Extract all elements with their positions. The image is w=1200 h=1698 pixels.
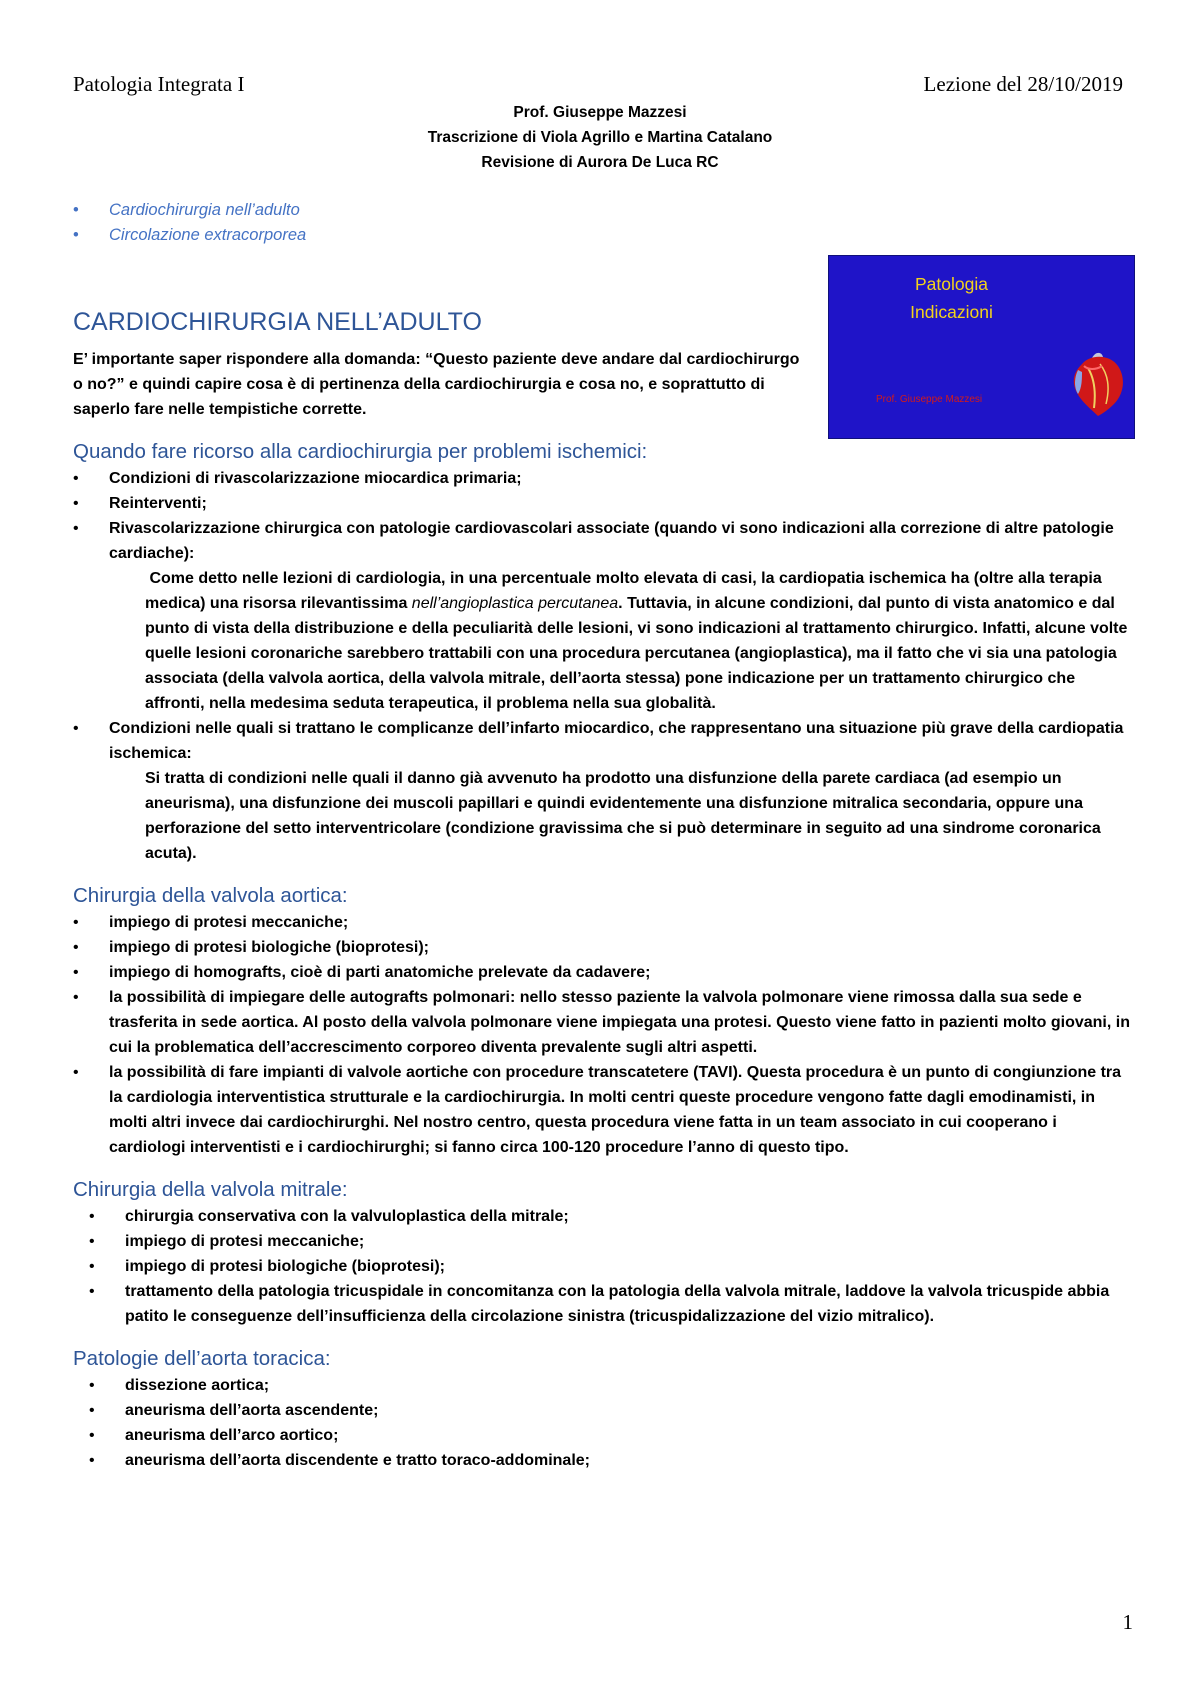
list-aortic-valve [73, 910, 1133, 1160]
list-item: • chirurgia conservativa con la valvuloplastica della mitrale; [73, 1204, 1133, 1229]
section-title: CARDIOCHIRURGIA NELL’ADULTO [73, 308, 482, 336]
heading-mitral-valve: Chirurgia della valvola mitrale: [73, 1178, 348, 1201]
slide-title-line: Patologia [915, 274, 988, 294]
slide-title-line: Indicazioni [910, 302, 993, 322]
toc-item: • Cardiochirurgia nell’adulto [73, 198, 306, 223]
heading-aortic-valve: Chirurgia della valvola aortica: [73, 884, 348, 907]
header-course: Patologia Integrata I [73, 72, 245, 96]
list-item: • dissezione aortica; [73, 1373, 1133, 1398]
list-item: • impiego di homografts, cioè di parti anatomiche prelevate da cadavere; [73, 960, 1133, 985]
detail-emphasis: nell’angioplastica percutanea [411, 595, 619, 612]
credits-revision: Revisione di Aurora De Luca RC [481, 154, 719, 171]
list-item: • trattamento della patologia tricuspidale in concomitanza con la patologia della valvola mitrale, laddove la valvola tricuspide abbia patito le conseguenze dell’insufficienza della circolazione sinistra (tricuspidalizzazione del vizio mitralico). [73, 1279, 1133, 1329]
toc-item: • Circolazione extracorporea [73, 223, 306, 248]
intro-paragraph: E’ importante saper rispondere alla domanda: “Questo paziente deve andare dal cardiochirurgo o no?” e quindi capire cosa è di pertinenza della cardiochirurgia e cosa no, e soprattutto di saperlo fare nelle tempistiche corrette. [73, 351, 800, 418]
list-item-text: Condizioni nelle quali si trattano le complicanze dell’infarto miocardico, che rappresentano una situazione più grave della cardiopatia ischemica: [109, 720, 1124, 762]
list-item-text: Rivascolarizzazione chirurgica con patologie cardiovascolari associate (quando vi sono indicazioni alla correzione di altre patologie cardiache): [109, 520, 1114, 562]
list-item: • aneurisma dell’aorta ascendente; [73, 1398, 1133, 1423]
list-item [73, 716, 1133, 866]
list-thoracic-aorta [73, 1373, 1133, 1473]
list-item: • impiego di protesi biologiche (bioprotesi); [73, 1254, 1133, 1279]
page-number: 1 [1122, 1610, 1133, 1634]
detail-text: . Tuttavia, in alcune condizioni, dal punto di vista anatomico e dal punto di vista della distribuzione e della peculiarità delle lesioni, vi sono indicazioni al trattamento chirurgico. Infatti, alcune volte quelle lesioni coronariche sarebbero trattabili con una procedura percutanea (angioplastica), ma il fatto che vi sia una patologia associata (della valvola aortica, della valvola mitrale, dell’aorta stessa) pone indicazione per un trattamento chirurgico che affronti, nella medesima seduta terapeutica, il problema nella sua globalità. [145, 595, 1128, 712]
list-item: • impiego di protesi biologiche (bioprotesi); [73, 935, 1133, 960]
credits-professor: Prof. Giuseppe Mazzesi [513, 104, 687, 121]
list-mitral-valve [73, 1204, 1133, 1329]
list-item: • impiego di protesi meccaniche; [73, 910, 1133, 935]
document-body [73, 308, 1133, 1473]
list-item [73, 516, 1133, 716]
list-item: • Reinterventi; [73, 491, 1133, 516]
list-item: • la possibilità di impiegare delle autografts polmonari: nello stesso paziente la valvola polmonare viene rimossa dalla sua sede e trasferita in sede aortica. Al posto della valvola polmonare viene impiegata una protesi. Questo viene fatto in pazienti molto giovani, in cui la problematica dell’accrescimento corporeo diventa prevalente sugli altri aspetti. [73, 985, 1133, 1060]
credits [0, 100, 1200, 175]
heading-thoracic-aorta: Patologie dell’aorta toracica: [73, 1347, 331, 1370]
table-of-contents [73, 198, 306, 248]
list-item: • aneurisma dell’aorta discendente e tratto toraco-addominale; [73, 1448, 1133, 1473]
list-item: • Condizioni di rivascolarizzazione miocardica primaria; [73, 466, 1133, 491]
list-item: • la possibilità di fare impianti di valvole aortiche con procedure transcatetere (TAVI). Questa procedura è un punto di congiunzione tra la cardiologia interventistica strutturale e la cardiochirurgia. In molti centri queste procedure vengono fatte dagli emodinamisti, in molti altri invece dai cardiochirurghi. Nel nostro centro, questa procedura viene fatta in un team associato in cui cooperano i cardiologi interventisti e i cardiochirurghi; si fanno circa 100-120 procedure l’anno di questo tipo. [73, 1060, 1133, 1160]
detail-paragraph: Si tratta di condizioni nelle quali il danno già avvenuto ha prodotto una disfunzione della parete cardiaca (ad esempio un aneurisma), una disfunzione dei muscoli papillari e quindi evidentemente una disfunzione mitralica secondaria, oppure una perforazione del setto interventricolare (condizione gravissima che si può determinare in seguito ad una sindrome coronarica acuta). [145, 770, 1101, 862]
detail-paragraph [109, 566, 1133, 716]
credits-transcription: Trascrizione di Viola Agrillo e Martina Catalano [427, 129, 773, 146]
detail-text: Come detto nelle lezioni di cardiologia, in una percentuale molto elevata di casi, la cardiopatia ischemica ha (oltre alla terapia medica) una risorsa rilevantissima [145, 570, 1102, 612]
header-lesson-date: Lezione del 28/10/2019 [923, 72, 1123, 96]
slide-author: Prof. Giuseppe Mazzesi [876, 394, 983, 405]
list-item: • impiego di protesi meccaniche; [73, 1229, 1133, 1254]
list-ischemic [73, 466, 1133, 866]
heading-ischemic: Quando fare ricorso alla cardiochirurgia per problemi ischemici: [73, 440, 648, 463]
list-item: • aneurisma dell’arco aortico; [73, 1423, 1133, 1448]
